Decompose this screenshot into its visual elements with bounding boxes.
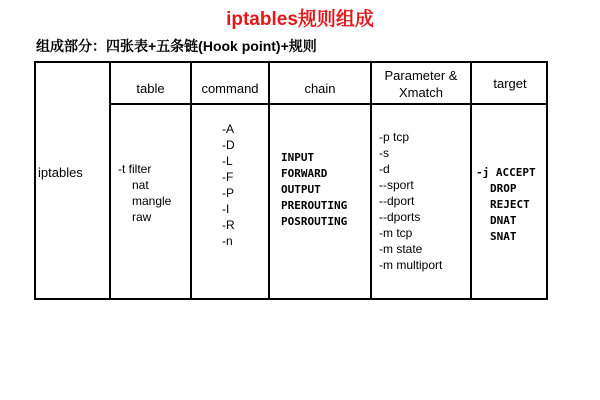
target-item: REJECT	[490, 198, 530, 211]
chain-item: PREROUTING	[281, 199, 348, 212]
column-divider	[109, 63, 111, 298]
parameter-item: -p tcp	[379, 130, 410, 144]
column-divider	[470, 63, 472, 298]
parameter-item: --sport	[379, 178, 414, 192]
header-parameter-xmatch: Parameter & Xmatch	[384, 68, 458, 100]
command-list	[222, 121, 235, 249]
header-target: target	[493, 76, 527, 91]
parameter-item: -d	[379, 162, 390, 176]
command-item: -A	[222, 122, 234, 136]
row-label-iptables: iptables	[38, 165, 83, 180]
command-item: -L	[222, 154, 233, 168]
chain-item: FORWARD	[281, 167, 328, 180]
header-chain: chain	[304, 81, 336, 96]
parameter-item: --dport	[379, 194, 415, 208]
target-item: SNAT	[490, 230, 517, 243]
header-command: command	[201, 81, 259, 96]
iptables-table	[34, 61, 548, 300]
chain-item: OUTPUT	[281, 183, 321, 196]
parameter-item: -m tcp	[379, 226, 413, 240]
table-item: raw	[132, 210, 152, 224]
target-item: DROP	[490, 182, 517, 195]
chain-item: POSROUTING	[281, 215, 348, 228]
header-divider	[109, 103, 546, 105]
table-list	[118, 161, 171, 225]
parameter-item: -m state	[379, 242, 423, 256]
command-item: -P	[222, 186, 234, 200]
command-item: -R	[222, 218, 235, 232]
parameter-list	[379, 129, 442, 273]
target-item: -j ACCEPT	[476, 166, 536, 179]
table-item: nat	[132, 178, 149, 192]
header-table: table	[136, 81, 165, 96]
target-item: DNAT	[490, 214, 517, 227]
command-item: -I	[222, 202, 230, 216]
column-divider	[268, 63, 270, 298]
table-item: -t filter	[118, 162, 152, 176]
parameter-item: --dports	[379, 210, 421, 224]
table-item: mangle	[132, 194, 172, 208]
column-divider	[190, 63, 192, 298]
chain-item: INPUT	[281, 151, 315, 164]
target-list	[476, 165, 536, 245]
command-item: -n	[222, 234, 233, 248]
page-subtitle: 组成部分：四张表+五条链(Hook point)+规则	[36, 38, 317, 54]
parameter-item: -s	[379, 146, 389, 160]
parameter-item: -m multiport	[379, 258, 443, 272]
chain-list	[281, 150, 347, 230]
page-title: iptables规则组成	[226, 9, 374, 30]
command-item: -D	[222, 138, 235, 152]
command-item: -F	[222, 170, 234, 184]
